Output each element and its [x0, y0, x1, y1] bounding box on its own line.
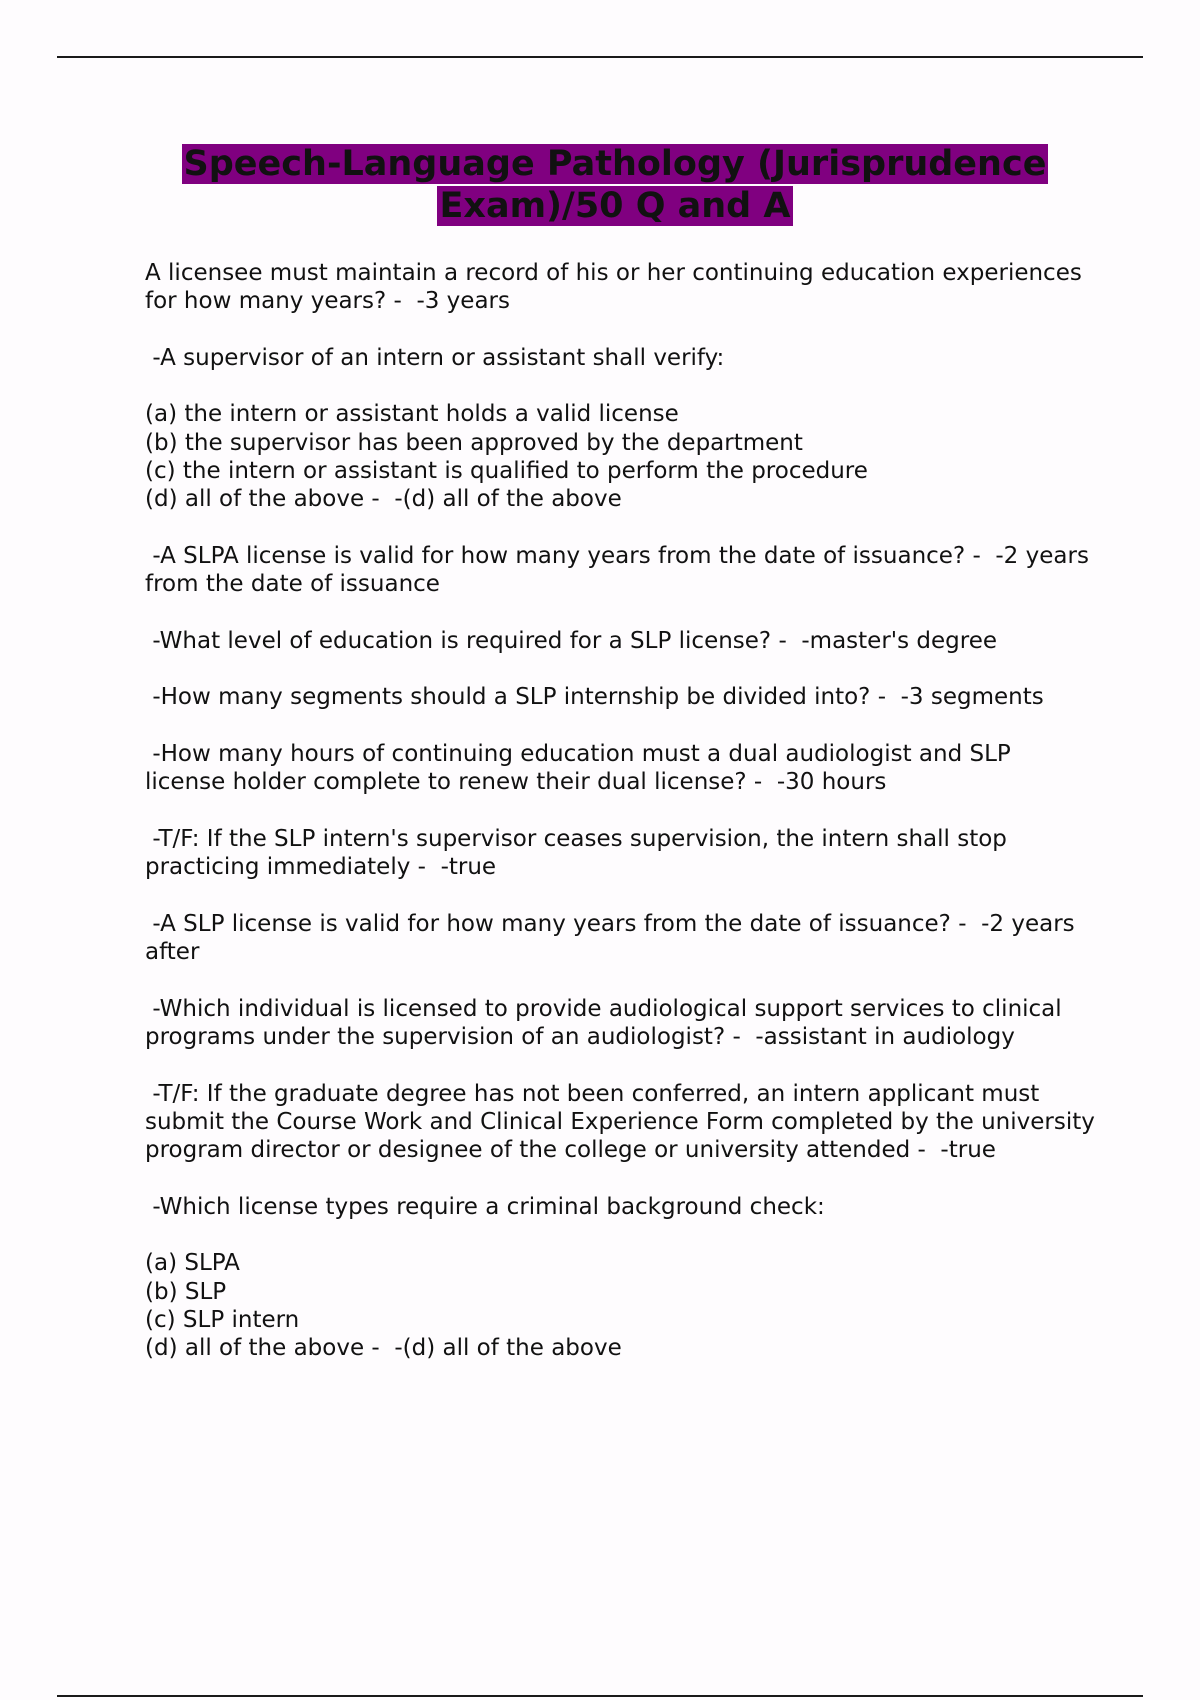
option-list	[145, 1249, 1095, 1362]
qa-item: -T/F: If the graduate degree has not been conferred, an intern applicant must submit the Course Work and Clinical Experience Form completed by the university program director or designee of the college or university attended - -true	[145, 1080, 1103, 1164]
option-list	[145, 400, 1095, 513]
qa-item: -A SLP license is valid for how many years from the date of issuance? - -2 years after	[145, 910, 1082, 966]
qa-item: -How many segments should a SLP internship be divided into? - -3 segments	[145, 684, 1044, 711]
qa-list	[145, 259, 1103, 1391]
option-item: (c) the intern or assistant is qualified to perform the procedure	[145, 458, 868, 485]
option-item: (b) the supervisor has been approved by the department	[145, 429, 803, 456]
page-title	[145, 143, 1085, 227]
qa-item: -Which individual is licensed to provide audiological support services to clinical programs under the supervision of an audiologist? - -assistant in audiology	[145, 995, 1069, 1051]
option-item: (a) SLPA	[145, 1250, 240, 1277]
option-item: (c) SLP intern	[145, 1306, 300, 1333]
option-item: (d) all of the above - -(d) all of the above	[145, 486, 622, 513]
qa-item: -A SLPA license is valid for how many years from the date of issuance? - -2 years from the date of issuance	[145, 542, 1097, 598]
qa-item: -Which license types require a criminal background check:	[145, 1193, 825, 1220]
page-title-text: Speech-Language Pathology (Jurisprudence Exam)/50 Q and A	[183, 144, 1047, 226]
footer-rule	[57, 1695, 1143, 1697]
option-item: (d) all of the above - -(d) all of the above	[145, 1335, 622, 1362]
qa-item: -How many hours of continuing education must a dual audiologist and SLP license holder complete to renew their dual license? - -30 hours	[145, 741, 1019, 796]
qa-item: -A supervisor of an intern or assistant shall verify:	[145, 344, 725, 371]
qa-item: -What level of education is required for a SLP license? - -master's degree	[145, 627, 997, 654]
header-rule	[57, 56, 1143, 58]
option-item: (b) SLP	[145, 1278, 227, 1305]
qa-item: -T/F: If the SLP intern's supervisor ceases supervision, the intern shall stop practicing immediately - -true	[145, 825, 1015, 881]
qa-item: A licensee must maintain a record of his or her continuing education experiences for how many years? - -3 years	[145, 260, 1090, 315]
option-item: (a) the intern or assistant holds a valid license	[145, 401, 679, 428]
